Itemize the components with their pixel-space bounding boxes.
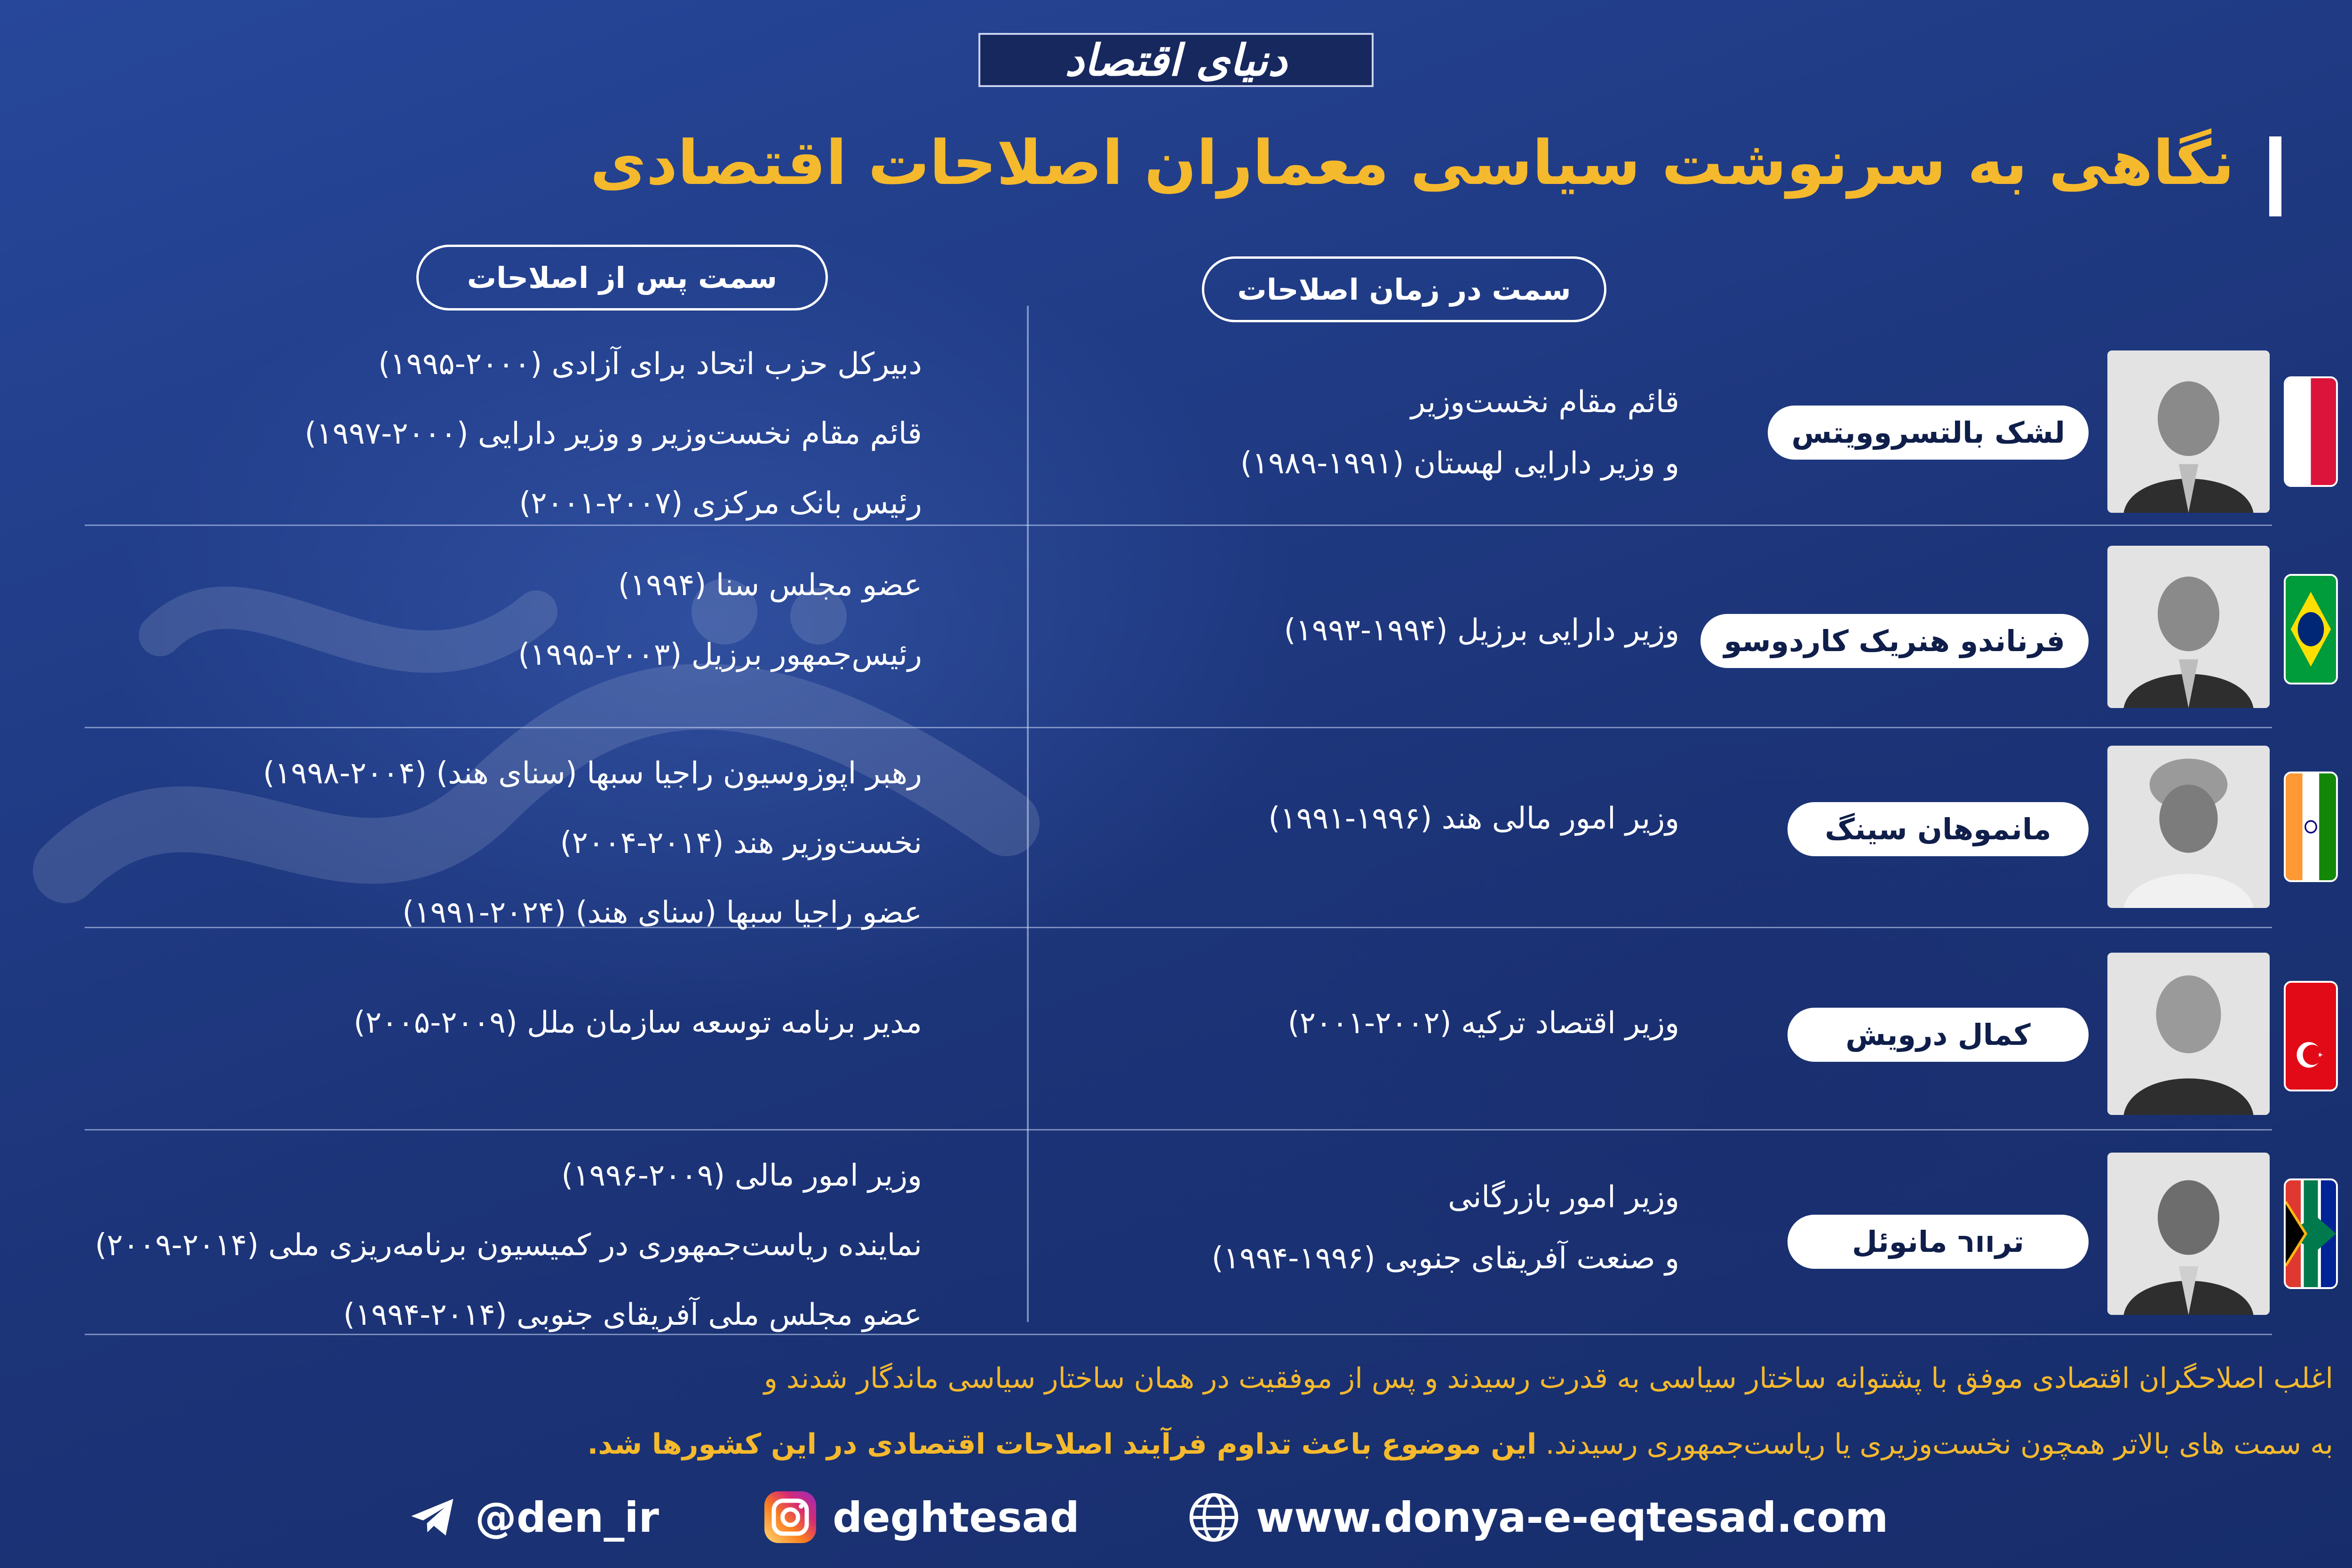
logo-text: دنیای اقتصاد	[1065, 34, 1287, 86]
after-position: رهبر اپوزوسیون راجیا سبها (سنای هند) (۲۰۰۴-۱۹۹۸) نخست‌وزیر هند (۲۰۱۴-۲۰۰۴) عضو راجیا سبها (سنای هند) (۲۰۲۴-۱۹۹۱)	[263, 756, 922, 930]
telegram-icon	[405, 1489, 461, 1545]
after-position: مدیر برنامه توسعه سازمان ملل (۲۰۰۹-۲۰۰۵)	[353, 1005, 922, 1040]
after-position: وزیر امور مالی (۲۰۰۹-۱۹۹۶) نماینده ریاست‌جمهوری در کمیسیون برنامه‌ریزی ملی (۲۰۱۴-۲۰۰۹) عضو مجلس ملی آفریقای جنوبی (۲۰۱۴-۱۹۹۴)	[95, 1158, 922, 1332]
portrait-photo	[2107, 546, 2270, 708]
south-africa-flag	[2284, 1178, 2338, 1289]
brand-logo	[978, 33, 1374, 87]
title-accent-bar	[2269, 136, 2281, 216]
summary-line: به سمت های بالاتر همچون نخست‌وزیری یا ریاست‌جمهوری رسیدند. این موضوع باعث تداوم فرآیند اصلاحات اقتصادی در این کشورها شد.	[587, 1428, 2333, 1461]
person-name: ترוור مانوئل	[1788, 1215, 2089, 1269]
summary-text	[19, 1345, 2333, 1477]
turkey-flag	[2284, 981, 2338, 1091]
website-link[interactable]: www.donya-e-eqtesad.com	[1185, 1489, 1888, 1545]
person-name: مانموهان سینگ	[1788, 802, 2089, 856]
row-divider	[85, 727, 2272, 728]
instagram-handle[interactable]: deghtesad	[762, 1489, 1080, 1545]
during-position: قائم مقام نخست‌وزیر و وزیر دارایی لهستان (۱۹۹۱-۱۹۸۹)	[1240, 385, 1679, 481]
during-position: وزیر اقتصاد ترکیه (۲۰۰۲-۲۰۰۱)	[1287, 1006, 1679, 1041]
india-flag	[2284, 772, 2338, 882]
portrait-photo	[2107, 746, 2270, 908]
page-title: نگاهی به سرنوشت سیاسی معماران اصلاحات اقتصادی	[590, 127, 2234, 199]
row-divider	[85, 1129, 2272, 1130]
telegram-handle[interactable]: @den_ir	[405, 1489, 659, 1545]
summary-line: اغلب اصلاحگران اقتصادی موفق با پشتوانه ساختار سیاسی به قدرت رسیدند و پس از موفقیت در همان ساختار سیاسی ماندگار شدند و	[763, 1362, 2333, 1395]
brazil-flag	[2284, 574, 2338, 685]
during-position: وزیر دارایی برزیل (۱۹۹۴-۱۹۹۳)	[1284, 613, 1679, 648]
portrait-photo	[2107, 350, 2270, 513]
person-name: کمال درویش	[1788, 1008, 2089, 1062]
during-position: وزیر امور بازرگانی و صنعت آفریقای جنوبی (۱۹۹۶-۱۹۹۴)	[1211, 1180, 1679, 1276]
after-position: دبیرکل حزب اتحاد برای آزادی (۲۰۰۰-۱۹۹۵) قائم مقام نخست‌وزیر و وزیر دارایی (۲۰۰۰-۱۹۹۷) رئیس بانک مرکزی (۲۰۰۷-۲۰۰۱)	[304, 347, 922, 521]
column-header-during: سمت در زمان اصلاحات	[1202, 256, 1606, 322]
person-name: لشک بالتسروویتس	[1768, 406, 2089, 460]
column-divider	[1027, 306, 1029, 1322]
during-position: وزیر امور مالی هند (۱۹۹۶-۱۹۹۱)	[1268, 801, 1679, 836]
globe-icon	[1185, 1489, 1242, 1545]
person-name: فرناندو هنریک کاردوسو	[1700, 614, 2089, 668]
instagram-icon	[762, 1489, 818, 1545]
portrait-photo	[2107, 953, 2270, 1115]
after-position: عضو مجلس سنا (۱۹۹۴) رئیس‌جمهور برزیل (۲۰۰۳-۱۹۹۵)	[518, 568, 922, 672]
poland-flag	[2284, 376, 2338, 487]
column-header-after: سمت پس از اصلاحات	[416, 245, 828, 310]
portrait-photo	[2107, 1153, 2270, 1315]
